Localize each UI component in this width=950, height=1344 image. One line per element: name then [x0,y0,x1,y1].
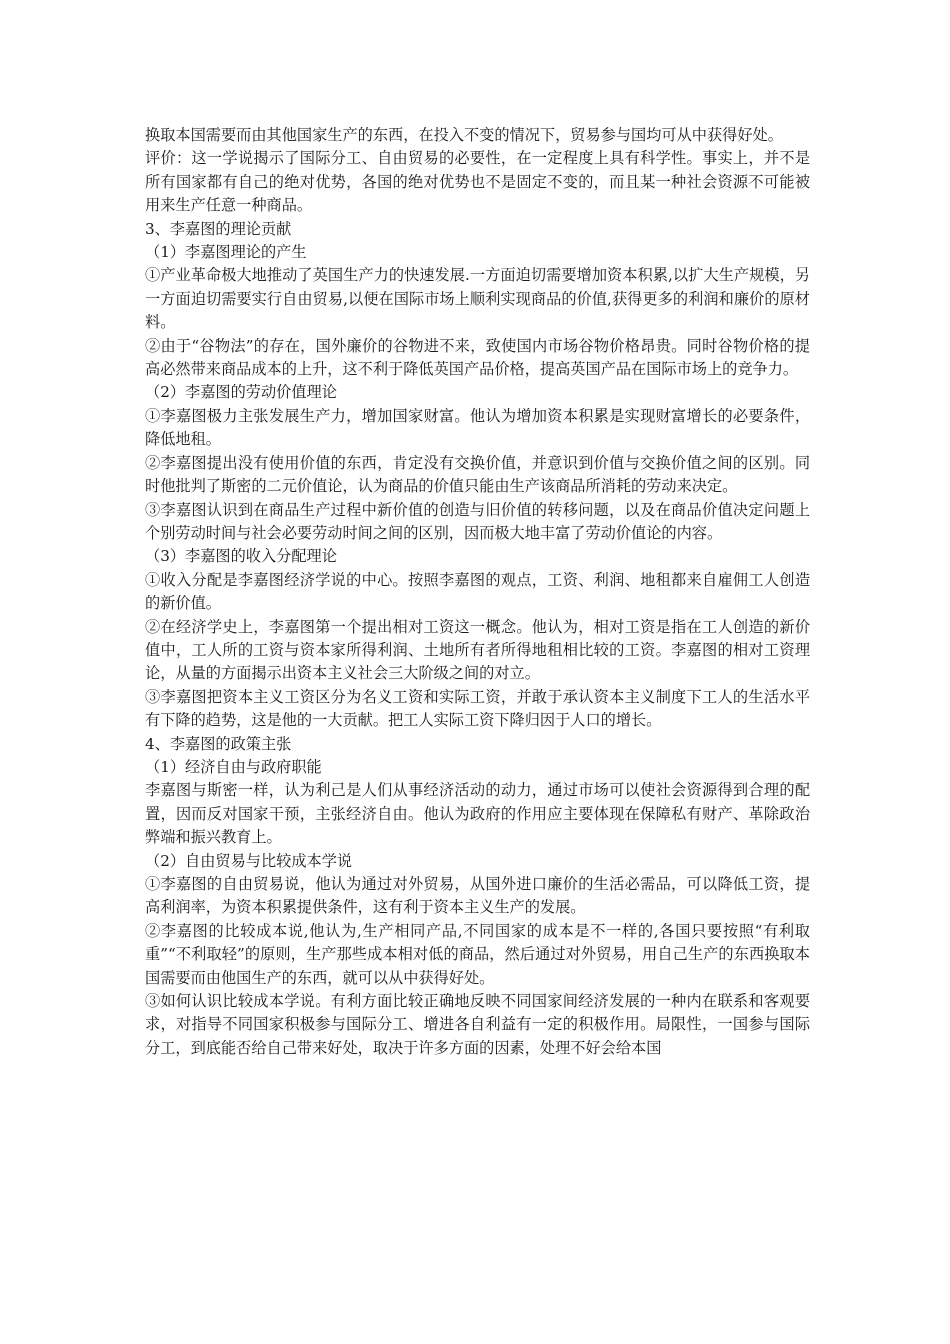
paragraph-absolute-advantage-conclusion: 换取本国需要而由其他国家生产的东西，在投入不变的情况下，贸易参与国均可从中获得好处。 [145,126,783,144]
paragraph-3-2-item-2: ②李嘉图提出没有使用价值的东西，肯定没有交换价值，并意识到价值与交换价值之间的区别。同时他批判了斯密的二元价值论，认为商品的价值只能由生产该商品所消耗的劳动来决定。 [145,453,810,496]
subsection-heading-4-1: （1）经济自由与政府职能 [145,757,322,776]
paragraph-4-2-item-1: ①李嘉图的自由贸易说，他认为通过对外贸易，从国外进口廉价的生活必需品，可以降低工资，提高利润率，为资本积累提供条件，这有利于资本主义生产的发展。 [145,875,810,917]
paragraph-3-2-item-3: ③李嘉图认识到在商品生产过程中新价值的创造与旧价值的转移问题，以及在商品价值决定问题上个别劳动时间与社会必要劳动时间之间的区别，因而极大地丰富了劳动价值论的内容。 [145,500,810,542]
document-page [145,124,810,1060]
paragraph-3-1-item-1: ①产业革命极大地推动了英国生产力的快速发展.一方面迫切需要增加资本积累,以扩大生产规模，另一方面迫切需要实行自由贸易,以便在国际市场上顺利实现商品的价值,获得更多的利润和廉价的原材料。 [145,266,810,332]
paragraph-3-2-item-1: ①李嘉图极力主张发展生产力，增加国家财富。他认为增加资本积累是实现财富增长的必要条件，降低地租。 [145,406,810,449]
subsection-heading-3-1: （1）李嘉图理论的产生 [145,243,307,262]
paragraph-3-3-item-2: ②在经济学史上，李嘉图第一个提出相对工资这一概念。他认为，相对工资是指在工人创造的新价值中，工人所的工资与资本家所得利润、土地所有者所得地租相比较的工资。李嘉图的相对工资理论，从量的方面揭示出资本主义社会三大阶级之间的对立。 [145,617,810,683]
paragraph-3-3-item-1: ①收入分配是李嘉图经济学说的中心。按照李嘉图的观点，工资、利润、地租都来自雇佣工人创造的新价值。 [145,570,810,613]
paragraph-4-2-item-3: ③如何认识比较成本学说。有利方面比较正确地反映不同国家间经济发展的一种内在联系和客观要求，对指导不同国家积极参与国际分工、增进各自利益有一定的积极作用。局限性，一国参与国际分工，到底能否给自己带来好处，取决于许多方面的因素，处理不好会给本国 [145,992,810,1057]
section-heading-4: 4、李嘉图的政策主张 [145,734,292,753]
paragraph-3-1-item-2: ②由于“谷物法”的存在，国外廉价的谷物进不来，致使国内市场谷物价格昂贵。同时谷物价格的提高必然带来商品成本的上升，这不利于降低英国产品价格，提高英国产品在国际市场上的竞争力。 [145,336,810,379]
paragraph-4-1: 李嘉图与斯密一样，认为利己是人们从事经济活动的动力，通过市场可以使社会资源得到合理的配置，因而反对国家干预，主张经济自由。他认为政府的作用应主要体现在保障私有财产、革除政治弊端和振兴教育上。 [145,781,810,847]
section-heading-3: 3、李嘉图的理论贡献 [145,219,292,238]
subsection-heading-4-2: （2）自由贸易与比较成本学说 [145,851,353,870]
paragraph-3-3-item-3: ③李嘉图把资本主义工资区分为名义工资和实际工资，并敢于承认资本主义制度下工人的生活水平有下降的趋势，这是他的一大贡献。把工人实际工资下降归因于人口的增长。 [145,687,810,730]
paragraph-4-2-item-2: ②李嘉图的比较成本说,他认为,生产相同产品,不同国家的成本是不一样的,各国只要按照“有利取重”“不利取轻”的原则，生产那些成本相对低的商品，然后通过对外贸易，用自己生产的东西换取本国需要而由他国生产的东西，就可以从中获得好处。 [145,921,810,987]
paragraph-evaluation: 评价：这一学说揭示了国际分工、自由贸易的必要性，在一定程度上具有科学性。事实上，并不是所有国家都有自己的绝对优势，各国的绝对优势也不是固定不变的，而且某一种社会资源不可能被用来生产任意一种商品。 [145,149,810,215]
subsection-heading-3-2: （2）李嘉图的劳动价值理论 [145,383,337,402]
subsection-heading-3-3: （3）李嘉图的收入分配理论 [145,547,337,566]
